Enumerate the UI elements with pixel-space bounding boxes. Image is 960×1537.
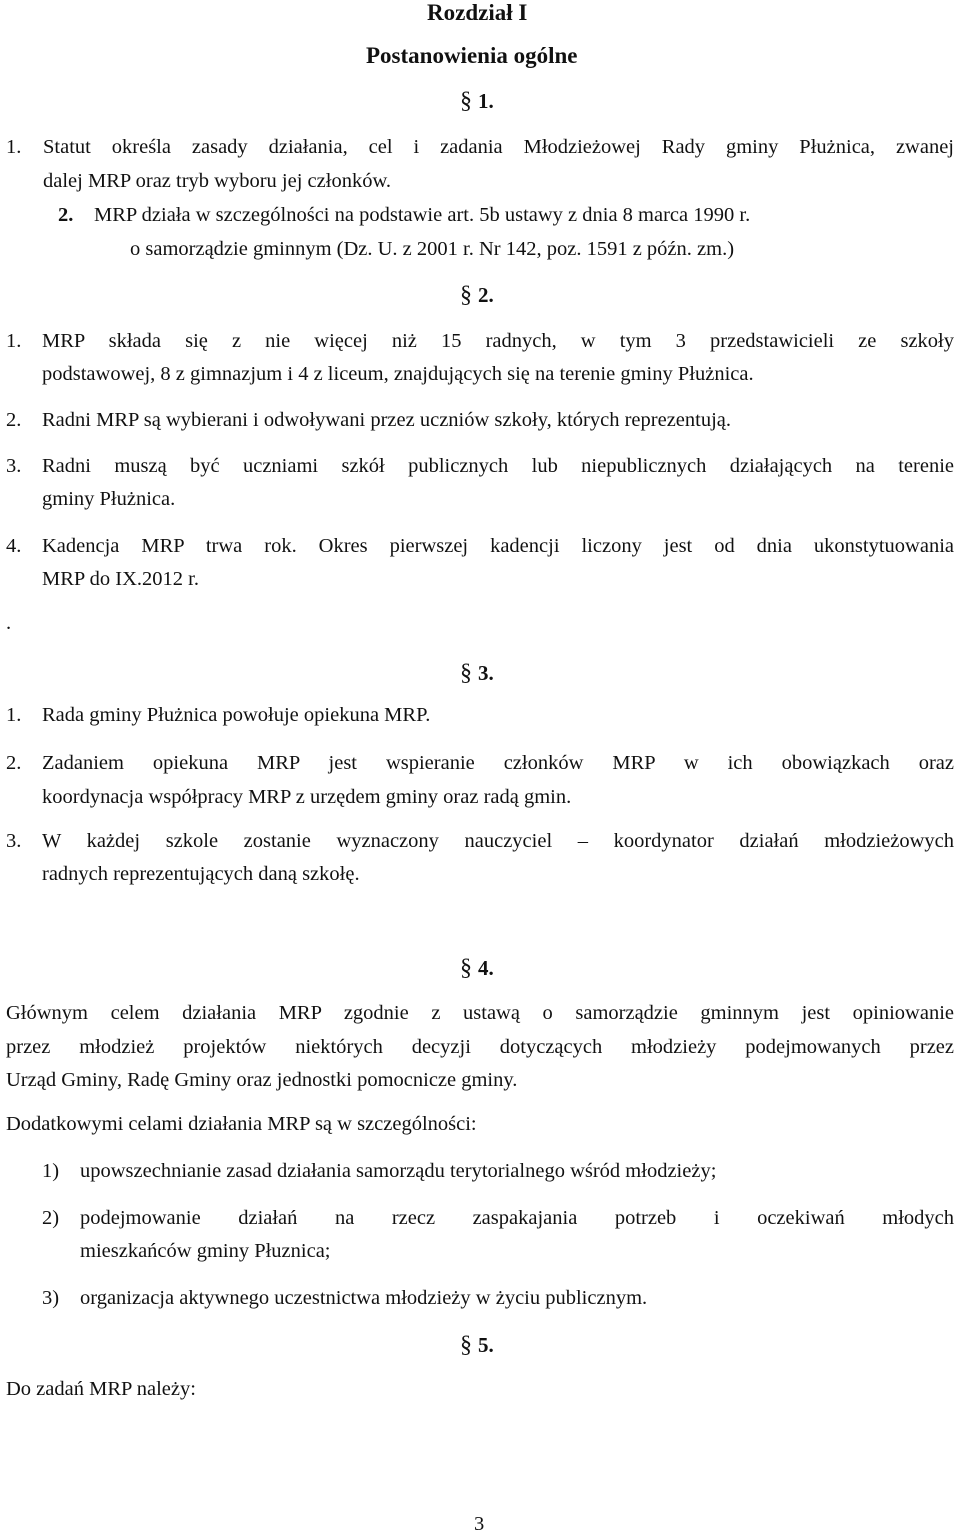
list-item-number: 3. [6, 455, 22, 477]
list-item-text: Radni muszą być uczniami szkół publicznych lub niepublicznych działających na terenie [42, 455, 954, 477]
section-number: 1. [478, 89, 494, 113]
list-item-number: 4. [6, 535, 22, 557]
section-heading-5 [460, 1332, 494, 1359]
section-heading-3 [460, 660, 494, 687]
list-item-text: organizacja aktywnego uczestnictwa młodzieży w życiu publicznym. [80, 1287, 648, 1309]
section-number: 2. [478, 283, 494, 307]
list-item-text: o samorządzie gminnym (Dz. U. z 2001 r. Nr 142, poz. 1591 z późn. zm.) [130, 238, 735, 260]
list-item-text: Radni MRP są wybierani i odwoływani przez uczniów szkoły, których reprezentują. [42, 409, 732, 431]
section-number: 4. [478, 956, 494, 980]
list-item-number: 2. [6, 752, 22, 774]
section-heading-2 [460, 282, 494, 309]
list-item-text: Statut określa zasady działania, cel i zadania Młodzieżowej Rady gminy Płużnica, zwanej [43, 136, 954, 158]
list-item-text: gminy Płużnica. [42, 488, 176, 510]
list-item-text: MRP składa się z nie więcej niż 15 radnych, w tym 3 przedstawicieli ze szkoły [42, 330, 954, 352]
list-item-text: MRP działa w szczególności na podstawie art. 5b ustawy z dnia 8 marca 1990 r. [94, 204, 751, 226]
list-item-number: 2. [6, 409, 22, 431]
paragraph-text: Dodatkowymi celami działania MRP są w szczególności: [6, 1113, 477, 1135]
list-item-text: upowszechnianie zasad działania samorządu terytorialnego wśród młodzieży; [80, 1160, 717, 1182]
list-item-text: podejmowanie działań na rzecz zaspakajania potrzeb i oczekiwań młodych [80, 1207, 954, 1229]
list-item-text: radnych reprezentujących daną szkołę. [42, 863, 360, 885]
list-item-text: dalej MRP oraz tryb wyboru jej członków. [43, 170, 392, 192]
section-symbol: § [460, 660, 472, 686]
paragraph-text: Głównym celem działania MRP zgodnie z ustawą o samorządzie gminnym jest opiniowanie [6, 1002, 954, 1024]
page-number: 3 [474, 1513, 485, 1535]
list-item-number: 1. [6, 136, 22, 158]
list-item-text: koordynacja współpracy MRP z urzędem gminy oraz radą gmin. [42, 786, 572, 808]
list-item-text: Rada gminy Płużnica powołuje opiekuna MRP. [42, 704, 431, 726]
section-number: 3. [478, 661, 494, 685]
list-item-number: 1) [42, 1160, 60, 1182]
list-item-text: Kadencja MRP trwa rok. Okres pierwszej kadencji liczony jest od dnia ukonstytuowania [42, 535, 954, 557]
paragraph-text: Do zadań MRP należy: [6, 1378, 196, 1400]
list-item-number: 1. [6, 330, 22, 352]
stray-dot: . [6, 612, 12, 634]
chapter-subtitle: Postanowienia ogólne [366, 43, 578, 68]
list-item-number: 3. [6, 830, 22, 852]
section-heading-4 [460, 955, 494, 982]
list-item-text: mieszkańców gminy Płuznica; [80, 1240, 331, 1262]
list-item-number: 2. [58, 204, 74, 226]
list-item-number: 1. [6, 704, 22, 726]
section-heading-1 [460, 88, 494, 115]
section-number: 5. [478, 1333, 494, 1357]
section-symbol: § [460, 282, 472, 308]
paragraph-text: Urząd Gminy, Radę Gminy oraz jednostki pomocnicze gminy. [6, 1069, 518, 1091]
paragraph-text: przez młodzież projektów niektórych decyzji dotyczących młodzieży podejmowanych przez [6, 1036, 954, 1058]
chapter-title: Rozdział I [427, 0, 528, 25]
section-symbol: § [460, 88, 472, 114]
list-item-number: 2) [42, 1207, 60, 1229]
list-item-text: Zadaniem opiekuna MRP jest wspieranie członków MRP w ich obowiązkach oraz [42, 752, 954, 774]
list-item-text: W każdej szkole zostanie wyznaczony nauczyciel – koordynator działań młodzieżowych [42, 830, 954, 852]
list-item-text: MRP do IX.2012 r. [42, 568, 199, 590]
list-item-text: podstawowej, 8 z gimnazjum i 4 z liceum, znajdujących się na terenie gminy Płużnica. [42, 363, 754, 385]
list-item-number: 3) [42, 1287, 60, 1309]
section-symbol: § [460, 1332, 472, 1358]
section-symbol: § [460, 955, 472, 981]
